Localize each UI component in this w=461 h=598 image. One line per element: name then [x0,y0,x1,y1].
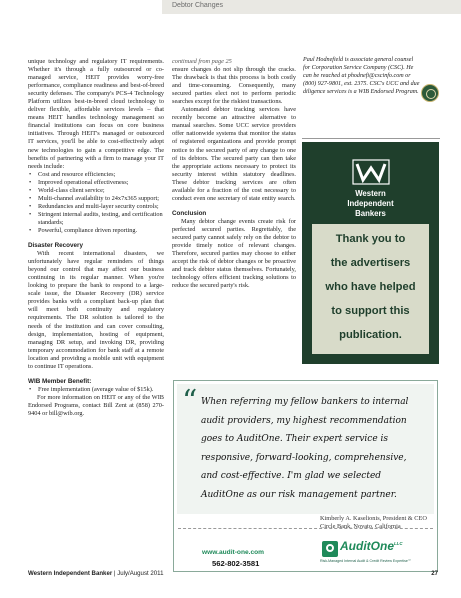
wib-logo-icon [352,159,390,185]
thank-you-line: publication. [339,329,402,341]
list-item: • Multi-channel availability to 24x7x365 support; [28,195,164,203]
paragraph: With recent international disasters, we unfortunately have regular reminders of things beyond our control that may affect our business continuing in its regular manner. When you're looking to prepare the bank to respond to a large-scale issue, the Disaster Recovery (DR) service provides banks with a compliant back-up plan that will meet both continuity and regulatory requirements. The DR solution is tailored to the needs of the institution and can cover consulting, design, implementation, hosting of equipment, managing DR setup, and invoking DR, providing temporary accommodation for bank staff at a remote location and providing a mobile unit with equipment to continue IT operations. [28,250,164,370]
list-item: • Free implementation (average value of $15k). [28,386,164,394]
thank-you-line: the advertisers [330,257,411,269]
thank-you-panel [312,224,429,354]
quote-mark: “ [182,384,198,419]
author-bio: Paul Hodnefield is associate general counsel for Corporation Service Company (CSC). He can be reached at phodnefi@cscinfo.com or (800) 927-9801, ext. 2375. CSC's UCC and due diligence services is a WIB Endorsed Program. [303,57,420,96]
auditone-ad [173,380,438,572]
wib-thank-you-ad [302,142,439,364]
column-middle [172,58,296,290]
continued-note: continued from page 25 [172,58,232,65]
list-item: • Cost and resource efficiencies; [28,171,164,179]
subheading: WIB Member Benefit: [28,377,92,385]
benefit-list [28,171,164,235]
endorsed-seal-icon [421,84,439,102]
logo-tagline: Risk-Managed Internal Audit & Credit Review Expertise℠ [320,559,412,563]
publication-name: Western Independent Banker [28,570,113,577]
divider [302,138,440,139]
attribution-line: Kimberly A. Kaselionis, President & CEO [320,515,427,522]
subheading: Conclusion [172,209,207,217]
section-title: Debtor Changes [172,2,223,9]
column-left [28,58,164,418]
list-item: • Stringent internal audits, testing, and certification standards; [28,211,164,227]
brand-line: Bankers [355,209,386,218]
list-item: • Redundancies and multi-layer security controls; [28,203,164,211]
list-item: • World-class client service; [28,187,164,195]
list-item: • Improved operational effectiveness; [28,179,164,187]
divider [178,528,433,529]
website-link[interactable]: www.audit-one.com [202,549,265,556]
logo-suffix: LLC [394,541,403,546]
page-number: 27 [431,570,438,577]
paragraph: unique technology and regulatory IT requirements. Whether it's through a fully outsourced or co-managed service, HEIT provides worry-free performance, compliance readiness and best-of-breed security defenses. The company's PCS-4 Technology Platform utilizes best-in-breed cloud technology to deliver flexible, affordable services levels – that means HEIT handles technology management so financial institutions can focus on core business initiatives. Through HEIT's managed or outsourced IT services, you'll be able to cost-effectively adopt new technologies to gain a competitive edge. The benefits of partnering with a firm to manage your IT needs include: [28,58,164,170]
thank-you-line: Thank you to [335,233,406,245]
issue-date: July/August 2011 [117,570,164,577]
paragraph: ensure changes do not slip through the cracks. The drawback is that this process is both costly and time-consuming. Consequently, many secured parties elect not to perform periodic searches except for the riskiest transactions. [172,66,296,106]
testimonial-quote: When referring my fellow bankers to internal audit providers, my highest recommendation goes to AuditOne. Their expert service is responsive, forward-looking, comprehensive, and cost-effective. I'm glad we selected AuditOne as our risk management partner. [201,397,409,500]
subheading: Disaster Recovery [28,242,83,250]
member-benefit-list [28,386,164,394]
page-footer [28,570,438,577]
list-item: • Powerful, compliance driven reporting. [28,227,164,235]
paragraph: Automated debtor tracking services have recently become an attractive alternative to manual searches. Some UCC service providers offer nationwide systems that monitor the status of registered organizations and provide prompt notice to the secured party of any change to one of its debtors. The secured party can then take the appropriate actions necessary to protect its security interest within statutory deadlines. These debtor tracking services are often available for a fraction of the cost necessary to conduct even one secretary of state entity search. [172,106,296,202]
logo-name: AuditOne [340,539,394,553]
footer-separator: | [112,570,118,577]
paragraph: For more information on HEIT or any of the WIB Endorsed Programs, contact Bill Zent at (858) 270-9404 or bill@wib.org. [28,393,164,417]
auditone-logo [340,539,403,553]
brand-line: Independent [347,199,394,208]
thank-you-line: who have helped [325,281,416,293]
attribution-line: Circle Bank, Novato, California [320,523,401,530]
brand-line: Western [355,189,386,198]
section-tab [162,0,461,14]
thank-you-line: to support this [331,305,410,317]
paragraph: Many debtor change events create risk for perfected secured parties. Regrettably, the secured party cannot safely rely on the debtor to provide timely notice of relevant changes. Therefore, secured parties may choose to either accept the risk of debtor changes or be proactive and track debtor status themselves. Fortunately, technology offers efficient tracking solutions to reduce the secured party's risk. [172,217,296,290]
phone-number: 562-802-3581 [212,559,260,568]
auditone-logo-icon [322,541,338,557]
